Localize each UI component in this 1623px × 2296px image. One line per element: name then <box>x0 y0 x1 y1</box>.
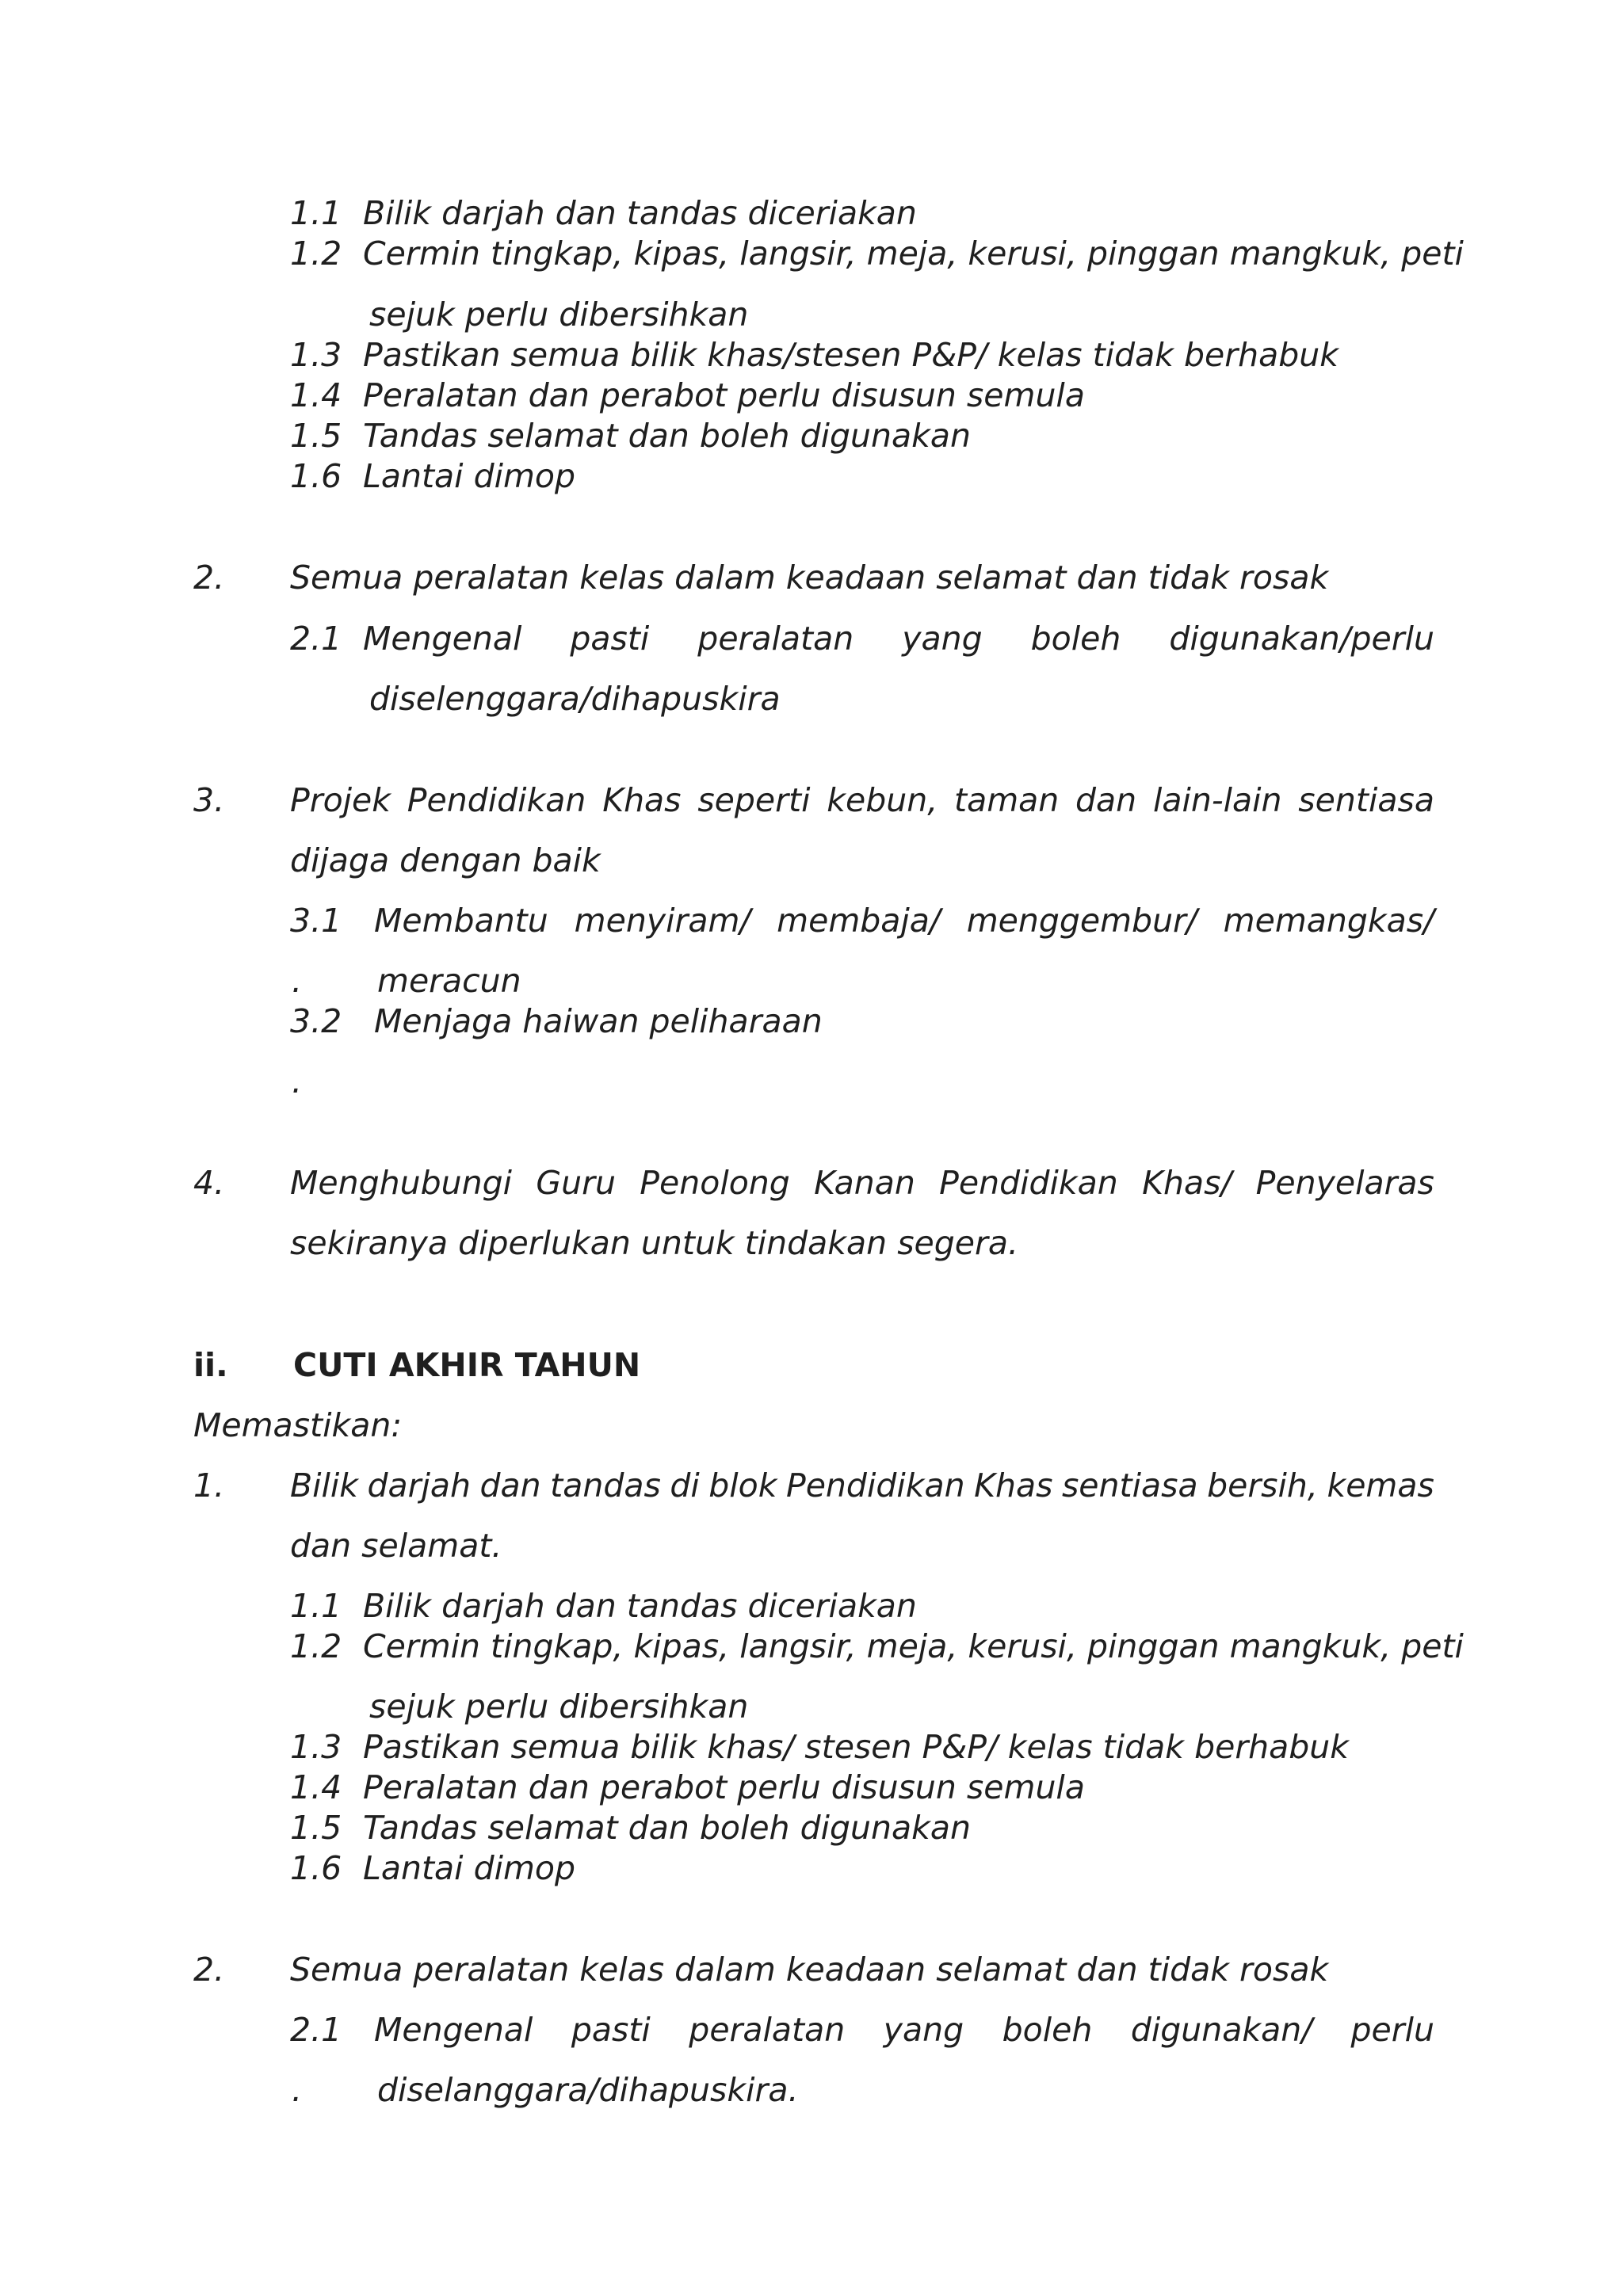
word: menggembur/ <box>966 902 1197 940</box>
item-number: 2. <box>193 559 225 597</box>
sub-item-text: Cermin tingkap, kipas, langsir, meja, kerusi, pinggan mangkuk, peti <box>363 235 1464 273</box>
item-number: 4. <box>193 1164 225 1202</box>
word: kebun, <box>827 781 938 819</box>
sub-item-continuation: diselanggara/dihapuskira. <box>377 2071 799 2109</box>
word: lain-lain <box>1152 781 1282 819</box>
sub-item-text: Lantai dimop <box>363 1849 576 1887</box>
word: pasti <box>570 620 650 658</box>
word: membaja/ <box>777 902 941 940</box>
word: di <box>670 1466 700 1505</box>
word: blok <box>708 1466 777 1505</box>
word: Kanan <box>814 1164 915 1202</box>
item-continuation: dan selamat. <box>290 1527 502 1565</box>
word: digunakan/perlu <box>1169 620 1434 658</box>
justified-line <box>290 780 1434 820</box>
sub-item-number: 2.1 <box>290 620 342 658</box>
justified-line <box>363 619 1434 658</box>
word: Pendidikan <box>785 1466 965 1505</box>
word: sentiasa <box>1298 781 1434 819</box>
word: Menghubungi <box>290 1164 512 1202</box>
sub-item-number: 1.1 <box>290 194 342 232</box>
sub-item-text: Bilik darjah dan tandas diceriakan <box>363 1587 917 1625</box>
word: pasti <box>571 2011 651 2049</box>
word: Pendidikan <box>407 781 586 819</box>
sub-item-text: Menjaga haiwan peliharaan <box>374 1002 823 1040</box>
sub-item-number: 1.3 <box>290 1728 342 1766</box>
sub-item-number: 3.2 <box>290 1002 342 1040</box>
sub-item-text: Lantai dimop <box>363 457 576 495</box>
sub-item-text: Tandas selamat dan boleh digunakan <box>363 1809 971 1847</box>
word: Mengenal <box>374 2011 533 2049</box>
word: Khas <box>974 1466 1053 1505</box>
section-title: CUTI AKHIR TAHUN <box>293 1346 641 1384</box>
word: peralatan <box>697 620 854 658</box>
sub-item-number: 1.2 <box>290 235 342 273</box>
justified-line <box>290 1163 1434 1203</box>
stray-dot: . <box>292 1062 303 1100</box>
sub-item-number: 1.4 <box>290 1768 342 1806</box>
sub-item-text: Peralatan dan perabot perlu disusun semula <box>363 1768 1085 1806</box>
section-number: ii. <box>193 1346 228 1384</box>
sub-item-number: 2.1 <box>290 2011 342 2049</box>
justified-line <box>374 901 1434 940</box>
word: Khas/ <box>1142 1164 1232 1202</box>
sub-item-continuation: sejuk perlu dibersihkan <box>369 296 749 334</box>
word: Bilik <box>290 1466 359 1505</box>
word: yang <box>883 2011 964 2049</box>
sub-item-text: Peralatan dan perabot perlu disusun semula <box>363 376 1085 414</box>
sub-item-number: 1.6 <box>290 1849 342 1887</box>
sub-item-number: 3.1 <box>290 902 342 940</box>
word: dan <box>1075 781 1137 819</box>
sub-item-text: Tandas selamat dan boleh digunakan <box>363 417 971 455</box>
sub-item-number: 1.4 <box>290 376 342 414</box>
word: digunakan/ <box>1130 2011 1313 2049</box>
sub-item-number: 1.2 <box>290 1627 342 1665</box>
word: Membantu <box>374 902 548 940</box>
sub-item-number: 1.1 <box>290 1587 342 1625</box>
word: perlu <box>1350 2011 1434 2049</box>
word: yang <box>902 620 983 658</box>
item-number: 3. <box>193 781 225 819</box>
word: boleh <box>1002 2011 1093 2049</box>
word: boleh <box>1030 620 1121 658</box>
sub-item-number: 1.5 <box>290 417 342 455</box>
sub-item-text: Cermin tingkap, kipas, langsir, meja, kerusi, pinggan mangkuk, peti <box>363 1627 1464 1665</box>
word: memangkas/ <box>1223 902 1434 940</box>
word: sentiasa <box>1061 1466 1198 1505</box>
stray-dot: . <box>292 962 303 1000</box>
word: tandas <box>550 1466 661 1505</box>
item-continuation: dijaga dengan baik <box>290 841 601 879</box>
item-text: Semua peralatan kelas dalam keadaan selamat dan tidak rosak <box>290 1951 1329 1989</box>
word: Penolong <box>640 1164 790 1202</box>
word: Projek <box>290 781 391 819</box>
word: kemas <box>1327 1466 1434 1505</box>
section-intro: Memastikan: <box>193 1406 403 1444</box>
word: dan <box>479 1466 541 1505</box>
sub-item-text: Bilik darjah dan tandas diceriakan <box>363 194 917 232</box>
sub-item-number: 1.3 <box>290 336 342 374</box>
item-text: Semua peralatan kelas dalam keadaan selamat dan tidak rosak <box>290 559 1329 597</box>
word: Guru <box>536 1164 616 1202</box>
word: darjah <box>367 1466 472 1505</box>
sub-item-continuation: diselenggara/dihapuskira <box>369 680 781 718</box>
word: seperti <box>697 781 811 819</box>
item-continuation: sekiranya diperlukan untuk tindakan segera. <box>290 1224 1019 1262</box>
item-number: 2. <box>193 1951 225 1989</box>
item-number: 1. <box>193 1466 225 1505</box>
sub-item-continuation: sejuk perlu dibersihkan <box>369 1688 749 1726</box>
sub-item-text: Pastikan semua bilik khas/stesen P&P/ kelas tidak berhabuk <box>363 336 1339 374</box>
word: Pendidikan <box>939 1164 1118 1202</box>
sub-item-text: Pastikan semua bilik khas/ stesen P&P/ kelas tidak berhabuk <box>363 1728 1350 1766</box>
word: bersih, <box>1207 1466 1318 1505</box>
sub-item-continuation: meracun <box>377 962 521 1000</box>
word: Penyelaras <box>1255 1164 1434 1202</box>
word: Khas <box>602 781 682 819</box>
sub-item-number: 1.5 <box>290 1809 342 1847</box>
stray-dot: . <box>292 2071 303 2109</box>
justified-line <box>374 2010 1434 2050</box>
word: Mengenal <box>363 620 522 658</box>
word: peralatan <box>689 2011 846 2049</box>
sub-item-number: 1.6 <box>290 457 342 495</box>
word: taman <box>954 781 1060 819</box>
word: menyiram/ <box>574 902 751 940</box>
justified-line <box>290 1466 1434 1505</box>
